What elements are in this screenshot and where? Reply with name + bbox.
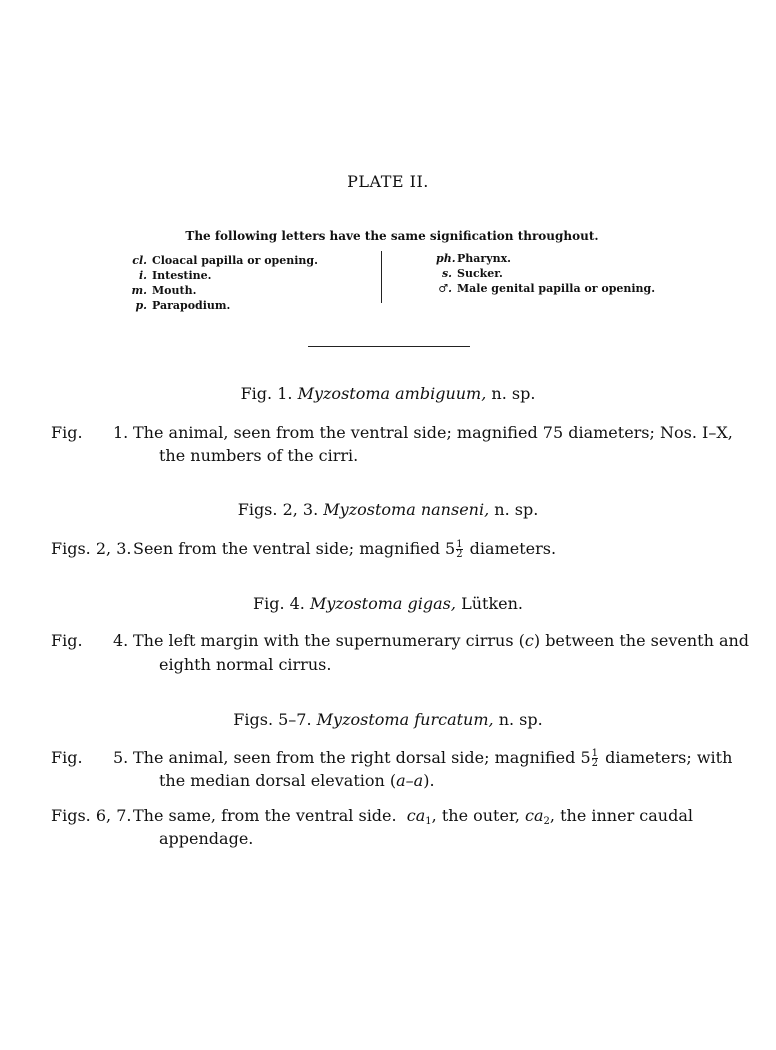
fig1-caption-line2: the numbers of the cirri.	[159, 446, 359, 465]
fig1-caption-line1: The animal, seen from the ventral side; magnified 75 diameters; Nos. I–X,	[133, 423, 733, 442]
legend-entry: i. Intestine.	[138, 269, 212, 282]
legend-entry: s. Sucker.	[441, 267, 503, 280]
fig6-7-label: Figs. 6, 7.	[51, 806, 132, 825]
legend-divider	[381, 251, 382, 303]
legend-right-column	[436, 251, 655, 296]
fig4-number: 4.	[113, 631, 129, 650]
fig1-label: Fig.	[51, 423, 83, 442]
fig4-label: Fig.	[51, 631, 83, 650]
legend-entry: cl. Cloacal papilla or opening.	[132, 254, 318, 267]
fig5-7-heading: Figs. 5–7. Myzostoma furcatum, n. sp.	[233, 710, 543, 729]
legend-entry: p. Parapodium.	[135, 299, 231, 312]
fig6-7-caption-line1: The same, from the ventral side. $ca_1$, the outer, $ca_2$, the inner caudal	[133, 806, 693, 827]
fig2-3-label: Figs. 2, 3.	[51, 539, 132, 558]
fraction-one-half: $\frac{1}{2}$	[591, 748, 598, 769]
legend-entry: m. Mouth.	[131, 284, 197, 297]
legend-intro: The following letters have the same signification throughout.	[185, 229, 599, 243]
legend-left-column	[131, 253, 318, 313]
fig5-caption-line1: The animal, seen from the right dorsal side; magnified 5 $\frac{1}{2}$ diameters; with	[133, 748, 733, 769]
fig4-heading: Fig. 4. Myzostoma gigas, Lütken.	[252, 594, 523, 613]
fig2-3-caption: Seen from the ventral side; magnified 5 $\frac{1}{2}$ diameters.	[133, 539, 557, 560]
fig4-caption-line2: eighth normal cirrus.	[159, 655, 332, 674]
fig4-caption-line1: The left margin with the supernumerary cirrus (c) between the seventh and	[133, 631, 750, 650]
fig5-number: 5.	[113, 748, 129, 767]
plate-title: PLATE II.	[347, 172, 429, 191]
legend-entry: ph.Pharynx.	[436, 252, 511, 265]
fraction-one-half: $\frac{1}{2}$	[456, 539, 463, 560]
section-rule	[308, 346, 470, 347]
legend-entry: ♂. Male genital papilla or opening.	[438, 282, 656, 295]
fig2-3-heading: Figs. 2, 3. Myzostoma nanseni, n. sp.	[237, 500, 539, 519]
fig5-caption-line2: the median dorsal elevation (a–a).	[159, 771, 435, 790]
fig1-number: 1.	[113, 423, 129, 442]
fig6-7-caption-line2: appendage.	[159, 829, 254, 848]
fig1-heading: Fig. 1. Myzostoma ambiguum, n. sp.	[240, 384, 536, 403]
fig5-label: Fig.	[51, 748, 83, 767]
